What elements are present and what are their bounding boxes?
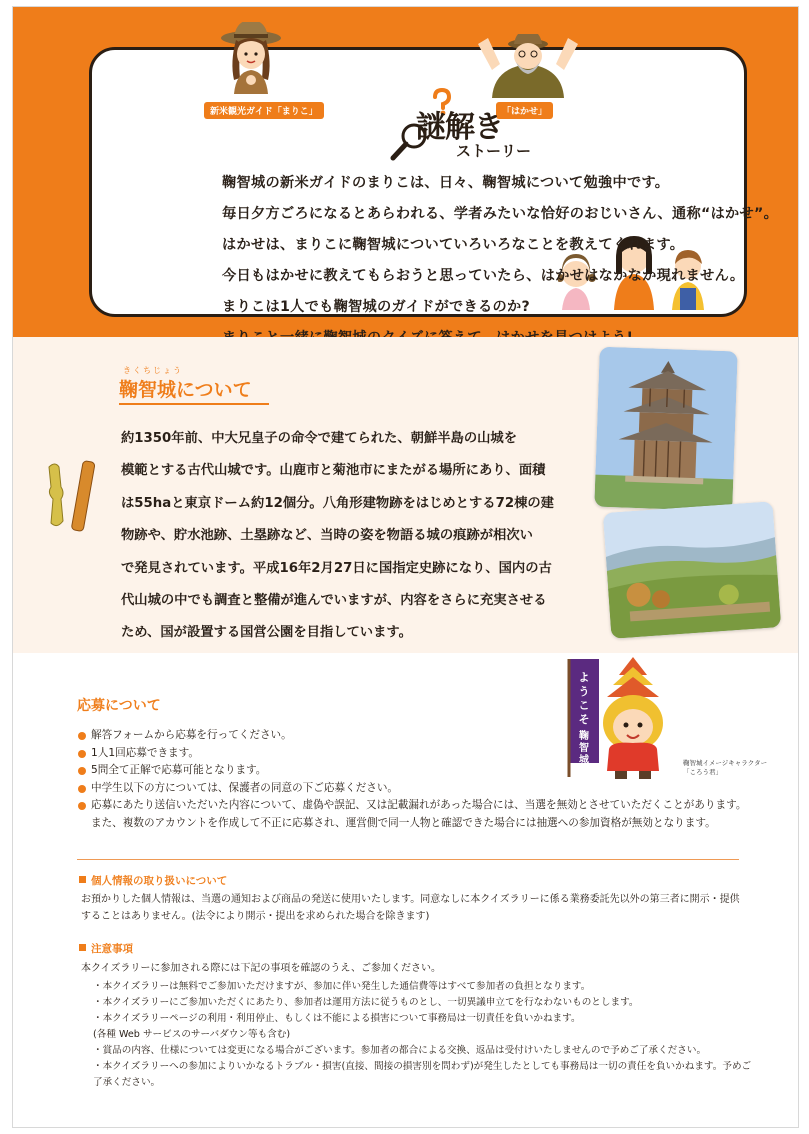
about-title-ruby: きくちじょう <box>123 366 183 375</box>
about-title: 鞠智城について <box>119 379 252 401</box>
notes-intro: 本クイズラリーに参加される際には下記の事項を確認のうえ、ご参加ください。 <box>81 963 441 974</box>
mascot-caption-line2: 「ころう君」 <box>683 768 722 776</box>
notes-list <box>93 979 753 1091</box>
apply-item: 解答フォームから応募を行ってください。 <box>77 727 757 745</box>
story-line: はかせは、まりこに鞠智城についていろいろなことを教えてくれます。 <box>222 237 685 253</box>
about-section <box>13 337 798 653</box>
story-line: 毎日夕方ごろになるとあらわれる、学者みたいな恰好のおじいさん、通称“はかせ”。 <box>222 206 779 222</box>
svg-text:う: う <box>578 685 590 698</box>
notes-heading <box>79 941 133 956</box>
story-text <box>222 168 782 354</box>
about-line: で発見されています。平成16年2月27日に国指定史跡になり、国内の古 <box>121 560 552 576</box>
notes-item: ・本クイズラリーページの利用・利用停止、もしくは不能による損害について事務局は一切責任を負いかねます。 <box>93 1013 581 1024</box>
notes-title: 注意事項 <box>91 943 133 955</box>
about-line: ため、国が設置する国営公園を目指しています。 <box>121 625 412 641</box>
about-line: 代山城の中でも調査と整備が進んでいますが、内容をさらに充実させる <box>121 593 547 609</box>
mascot-banner-char: 智 <box>579 743 589 754</box>
guide-tag: 新米観光ガイド「まりこ」 <box>204 102 324 119</box>
nazotoki-story-logo <box>390 94 550 164</box>
about-line: 模範とする古代山城です。山鹿市と菊池市にまたがる場所にあり、面積 <box>121 463 546 479</box>
apply-list <box>77 727 757 832</box>
section-divider <box>77 859 739 860</box>
privacy-title: 個人情報の取り扱いについて <box>91 875 228 887</box>
story-box <box>89 47 779 317</box>
mascot-caption-line1: 鞠智城イメージキャラクター <box>683 759 768 767</box>
hakase-tag: 「はかせ」 <box>496 102 553 119</box>
apply-item: 1人1回応募できます。 <box>77 745 757 763</box>
logo-sub-text: ストーリー <box>456 142 532 160</box>
mascot-banner-char: へ <box>579 767 589 778</box>
mascot-banner-char: 鞠 <box>579 731 589 742</box>
about-line: は55haと東京ドーム約12個分。八角形建物跡をはじめとする72棟の建 <box>121 495 554 511</box>
castle-tower-photo <box>594 347 737 512</box>
apply-title: 応募について <box>77 698 161 714</box>
svg-text:こ: こ <box>578 699 590 712</box>
privacy-body: お預かりした個人情報は、当選の通知および商品の発送に使用いたします。同意なしに本クイズラリーに係る業務委託先以外の第三者に開示・提供することはありません。(法令により開示・提出を求められた場合を除きます) <box>81 894 740 922</box>
about-title-underline <box>119 403 269 405</box>
about-line: 約1350年前、中大兄皇子の命令で建てられた、朝鮮半島の山城を <box>121 431 518 446</box>
notes-item: ・本クイズラリーは無料でご参加いただけますが、参加に伴い発生した通信費等はすべて参加者の負担となります。 <box>93 981 591 992</box>
square-bullet-icon <box>79 944 86 951</box>
privacy-heading <box>79 873 227 888</box>
square-bullet-icon <box>79 876 86 883</box>
story-line: 鞠智城の新米ガイドのまりこは、日々、鞠智城について勉強中です。 <box>222 175 670 191</box>
logo-main-text: 謎解き <box>416 110 503 145</box>
guide-mariko-illustration <box>216 22 286 94</box>
hakase-illustration <box>470 34 586 98</box>
apply-item: 5問全て正解で応募可能となります。 <box>77 762 757 780</box>
castle-landscape-photo <box>603 501 781 639</box>
notes-item: (各種 Web サービスのサーバダウン等も含む) <box>93 1029 291 1040</box>
story-line: 今日もはかせに教えてもらおうと思っていたら、はかせはなかなか現れません。 <box>222 268 745 284</box>
artifact-illustration <box>41 457 103 535</box>
mascot-banner-char: 城 <box>579 755 589 766</box>
story-line: まりこは1人でも鞠智城のガイドができるのか? <box>222 299 531 315</box>
quiz-rally-page <box>12 6 799 1128</box>
about-body <box>121 423 591 650</box>
notes-item: ・本クイズラリーにご参加いただくにあたり、参加者は運用方法に従うものとし、一切異議申立てを行なわないものとします。 <box>93 997 639 1008</box>
notes-item: ・賞品の内容、仕様については変更になる場合がございます。参加者の都合による交換、返品は受付けいたしませんので予めご了承ください。 <box>93 1045 707 1056</box>
svg-text:そ: そ <box>578 713 590 726</box>
notes-item: ・本クイズラリーへの参加によりいかなるトラブル・損害(直接、間接の損害別を問わず)が発生したとしても事務局は一切の責任を負いかねます。予めご了承ください。 <box>93 1061 752 1088</box>
svg-text:よ: よ <box>578 671 590 684</box>
apply-item: 中学生以下の方については、保護者の同意の下ご応募ください。 <box>77 780 757 798</box>
apply-item: 応募にあたり送信いただいた内容について、虚偽や誤記、又は記載漏れがあった場合には、当選を無効とさせていただくことがあります。また、複数のアカウントを作成して不正に応募され、運営側で同一人物と確認できた場合には抽選への参加資格が無効となります。 <box>77 797 757 832</box>
about-line: 物跡や、貯水池跡、土塁跡など、当時の姿を物語る城の痕跡が相次い <box>121 528 533 544</box>
